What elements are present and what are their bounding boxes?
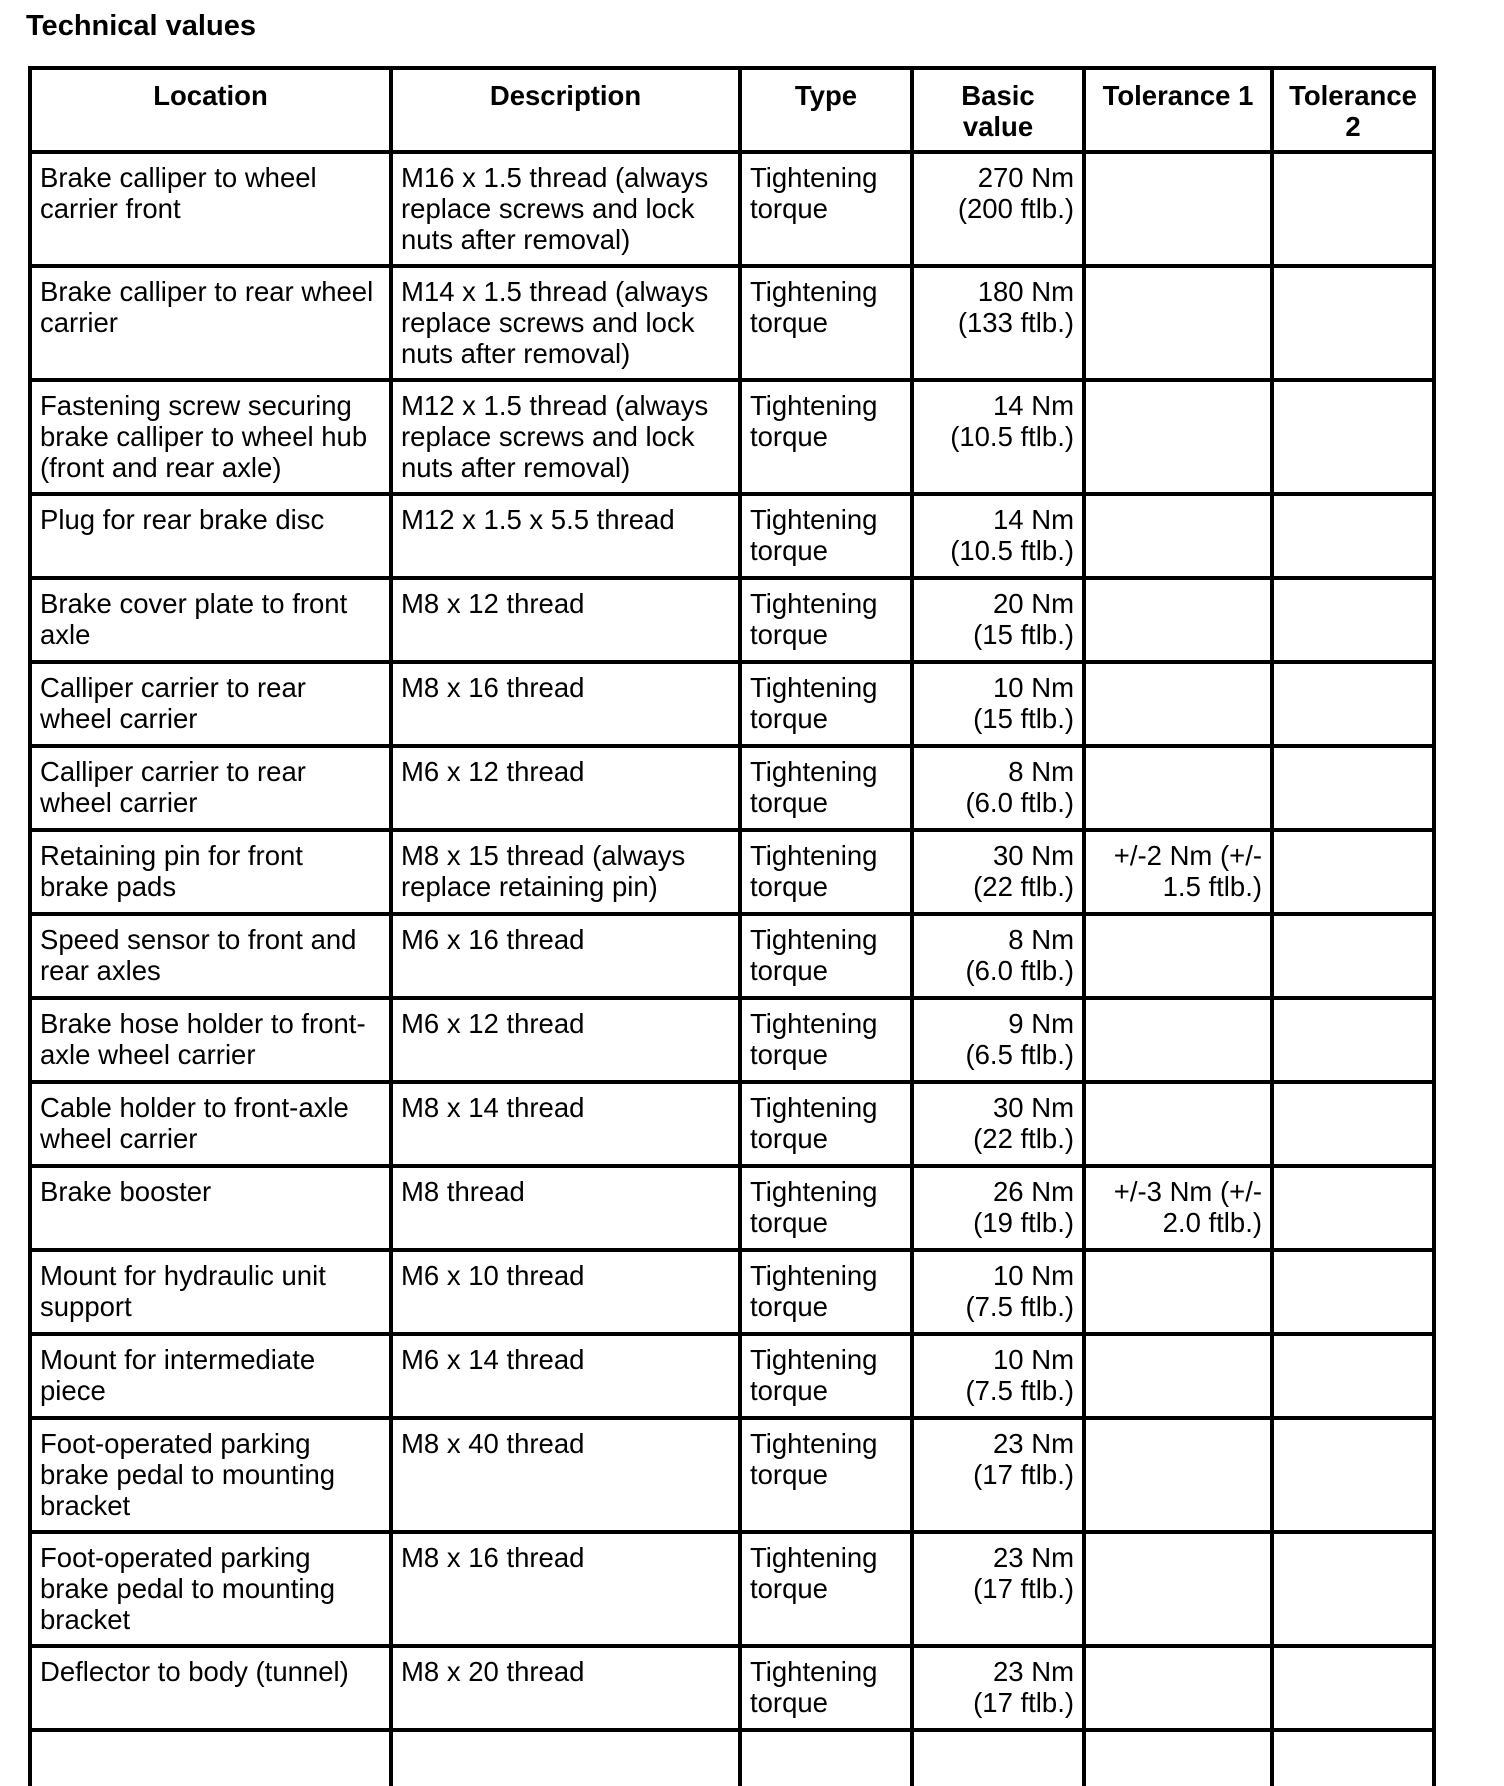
cell-basic-value-line: (22 ftlb.) [973, 871, 1074, 902]
cell-tolerance-1 [1084, 1082, 1272, 1166]
cell-type-line: torque [750, 871, 828, 902]
cell-tolerance-2 [1272, 578, 1434, 662]
cell-description-line: nuts after removal) [401, 338, 631, 369]
cell-basic-value-line: 10 Nm [993, 1260, 1074, 1291]
cell-location-line: carrier front [40, 193, 181, 224]
cell-description [391, 1250, 740, 1334]
cell-description-line: nuts after removal) [401, 452, 631, 483]
cell-tolerance-1-line: +/-3 Nm (+/- [1113, 1176, 1262, 1207]
cell-basic-value-line: 14 Nm [993, 504, 1074, 535]
cell-description-line: M6 x 12 thread [401, 756, 585, 787]
cell-basic-value-line: 8 Nm [1008, 756, 1074, 787]
cell-description-line: M8 x 16 thread [401, 1542, 585, 1573]
cell-location-line: Fastening screw securing [40, 390, 352, 421]
cell-type-line: torque [750, 1123, 828, 1154]
cell-description-line: M12 x 1.5 thread (always [401, 390, 709, 421]
table-row [30, 494, 1434, 578]
cell-basic-value-line: (17 ftlb.) [973, 1573, 1074, 1604]
cell-basic-value-line: 14 Nm [993, 390, 1074, 421]
cell-location-line: Brake booster [40, 1176, 212, 1207]
table-row [30, 1334, 1434, 1418]
cell-location-line: Speed sensor to front and [40, 924, 357, 955]
cell-type-line: torque [750, 307, 828, 338]
cell-location-line: brake pedal to mounting [40, 1459, 336, 1490]
cell-location [30, 998, 391, 1082]
cell-location-line: wheel carrier [40, 703, 198, 734]
cell-location [30, 1730, 391, 1786]
cell-basic-value-line: (15 ftlb.) [973, 619, 1074, 650]
cell-type-line: torque [750, 1207, 828, 1238]
cell-basic-value [912, 1166, 1084, 1250]
table-row [30, 1532, 1434, 1646]
cell-tolerance-1 [1084, 1646, 1272, 1730]
cell-tolerance-2 [1272, 380, 1434, 494]
cell-tolerance-2 [1272, 914, 1434, 998]
cell-location-line: support [40, 1291, 132, 1322]
cell-tolerance-2 [1272, 830, 1434, 914]
cell-tolerance-2 [1272, 998, 1434, 1082]
cell-location-line: axle wheel carrier [40, 1039, 256, 1070]
cell-description [391, 1334, 740, 1418]
cell-tolerance-1 [1084, 494, 1272, 578]
cell-location [30, 152, 391, 266]
cell-basic-value-line: 30 Nm [993, 1092, 1074, 1123]
cell-location [30, 830, 391, 914]
table-row [30, 152, 1434, 266]
cell-type-line: Tightening [750, 1176, 878, 1207]
cell-location-line: Calliper carrier to rear [40, 672, 306, 703]
cell-description-line: M6 x 16 thread [401, 924, 585, 955]
table-row [30, 266, 1434, 380]
cell-tolerance-2 [1272, 1532, 1434, 1646]
cell-type [740, 1418, 912, 1532]
cell-basic-value [912, 746, 1084, 830]
cell-type-line: Tightening [750, 1344, 878, 1375]
cell-tolerance-2 [1272, 662, 1434, 746]
cell-type [740, 1082, 912, 1166]
cell-location [30, 1250, 391, 1334]
cell-description-line: M8 thread [401, 1176, 525, 1207]
cell-type [740, 1334, 912, 1418]
cell-type [740, 1646, 912, 1730]
cell-description [391, 998, 740, 1082]
table-row [30, 578, 1434, 662]
cell-basic-value [912, 152, 1084, 266]
cell-type-line: torque [750, 1375, 828, 1406]
cell-type [740, 830, 912, 914]
cell-type-line: torque [750, 1687, 828, 1718]
cell-description [391, 746, 740, 830]
cell-basic-value-line: 9 Nm [1008, 1008, 1074, 1039]
table-body [30, 152, 1434, 1786]
cell-type [740, 998, 912, 1082]
cell-basic-value-line: 8 Nm [1008, 924, 1074, 955]
cell-tolerance-2 [1272, 1646, 1434, 1730]
cell-basic-value [912, 662, 1084, 746]
header-basic-value: Basic value [912, 68, 1084, 152]
cell-description-line: M8 x 15 thread (always [401, 840, 686, 871]
cell-description-line: replace screws and lock [401, 193, 695, 224]
cell-basic-value-line: 23 Nm [993, 1542, 1074, 1573]
table-row [30, 1250, 1434, 1334]
cell-description-line: M8 x 20 thread [401, 1656, 585, 1687]
cell-location [30, 1334, 391, 1418]
cell-type-line: Tightening [750, 756, 878, 787]
cell-tolerance-2 [1272, 1082, 1434, 1166]
cell-location-line: Foot-operated parking [40, 1428, 311, 1459]
cell-type-line: Tightening [750, 1542, 878, 1573]
header-description: Description [391, 68, 740, 152]
cell-description [391, 914, 740, 998]
cell-tolerance-2 [1272, 494, 1434, 578]
cell-tolerance-1 [1084, 1250, 1272, 1334]
cell-type-line: Tightening [750, 1428, 878, 1459]
cell-description-line: M8 x 12 thread [401, 588, 585, 619]
cell-tolerance-1 [1084, 1334, 1272, 1418]
table-row [30, 746, 1434, 830]
cell-basic-value-line: (17 ftlb.) [973, 1687, 1074, 1718]
cell-basic-value-line: 23 Nm [993, 1656, 1074, 1687]
cell-basic-value [912, 1730, 1084, 1786]
cell-tolerance-1 [1084, 1532, 1272, 1646]
cell-location-line: axle [40, 619, 91, 650]
cell-location [30, 746, 391, 830]
cell-type-line: torque [750, 703, 828, 734]
cell-description-line: replace screws and lock [401, 421, 695, 452]
cell-description [391, 578, 740, 662]
cell-description [391, 1166, 740, 1250]
cell-tolerance-2 [1272, 266, 1434, 380]
cell-location-line: Retaining pin for front [40, 840, 303, 871]
cell-basic-value-line: (6.5 ftlb.) [965, 1039, 1074, 1070]
cell-tolerance-2 [1272, 1730, 1434, 1786]
cell-location-line: Brake cover plate to front [40, 588, 348, 619]
cell-type-line: torque [750, 955, 828, 986]
cell-basic-value [912, 578, 1084, 662]
cell-basic-value [912, 914, 1084, 998]
cell-location [30, 266, 391, 380]
cell-description [391, 266, 740, 380]
cell-type-line: Tightening [750, 924, 878, 955]
cell-location [30, 494, 391, 578]
cell-location-line: bracket [40, 1490, 131, 1521]
cell-type-line: Tightening [750, 672, 878, 703]
cell-location-line: Plug for rear brake disc [40, 504, 325, 535]
cell-location-line: Brake calliper to wheel [40, 162, 317, 193]
table-row [30, 998, 1434, 1082]
cell-location-line: wheel carrier [40, 1123, 198, 1154]
cell-location [30, 1418, 391, 1532]
cell-tolerance-2 [1272, 1166, 1434, 1250]
cell-type [740, 1532, 912, 1646]
table-row [30, 830, 1434, 914]
cell-type-line: Tightening [750, 276, 878, 307]
cell-type [740, 1730, 912, 1786]
cell-description [391, 1646, 740, 1730]
cell-location [30, 380, 391, 494]
cell-location [30, 662, 391, 746]
cell-description-line: M6 x 12 thread [401, 1008, 585, 1039]
cell-description [391, 152, 740, 266]
cell-type [740, 1250, 912, 1334]
cell-location-line: piece [40, 1375, 106, 1406]
cell-location-line: Mount for hydraulic unit [40, 1260, 326, 1291]
cell-location-line: bracket [40, 1604, 131, 1635]
cell-location [30, 1166, 391, 1250]
cell-basic-value [912, 380, 1084, 494]
cell-basic-value [912, 1418, 1084, 1532]
cell-location-line: brake pads [40, 871, 177, 902]
cell-basic-value-line: (6.0 ftlb.) [965, 955, 1074, 986]
cell-description-line: M16 x 1.5 thread (always [401, 162, 709, 193]
cell-type-line: Tightening [750, 162, 878, 193]
cell-basic-value [912, 494, 1084, 578]
cell-tolerance-2 [1272, 1250, 1434, 1334]
cell-type-line: torque [750, 1573, 828, 1604]
cell-tolerance-1-line: 1.5 ftlb.) [1162, 871, 1262, 902]
cell-type-line: torque [750, 619, 828, 650]
cell-type-line: torque [750, 421, 828, 452]
cell-basic-value-line: 10 Nm [993, 672, 1074, 703]
cell-description [391, 380, 740, 494]
cell-basic-value-line: (19 ftlb.) [973, 1207, 1074, 1238]
cell-basic-value [912, 266, 1084, 380]
cell-location-line: wheel carrier [40, 787, 198, 818]
cell-basic-value [912, 1532, 1084, 1646]
cell-type-line: Tightening [750, 840, 878, 871]
cell-description-line: M6 x 10 thread [401, 1260, 585, 1291]
table-header-row [30, 68, 1434, 152]
cell-tolerance-1 [1084, 662, 1272, 746]
cell-description-line: nuts after removal) [401, 224, 631, 255]
cell-basic-value-line: 10 Nm [993, 1344, 1074, 1375]
cell-description [391, 1418, 740, 1532]
cell-tolerance-1 [1084, 152, 1272, 266]
cell-tolerance-2 [1272, 1418, 1434, 1532]
cell-tolerance-1 [1084, 830, 1272, 914]
cell-location-line: Cable holder to front-axle [40, 1092, 349, 1123]
cell-basic-value-line: (22 ftlb.) [973, 1123, 1074, 1154]
cell-tolerance-1 [1084, 1418, 1272, 1532]
cell-type [740, 914, 912, 998]
cell-type [740, 746, 912, 830]
page-title: Technical values [26, 10, 256, 42]
cell-tolerance-2 [1272, 152, 1434, 266]
cell-type [740, 380, 912, 494]
cell-location-line: Foot-operated parking [40, 1542, 311, 1573]
header-tolerance-2: Tolerance 2 [1272, 68, 1434, 152]
cell-description [391, 1730, 740, 1786]
cell-tolerance-1 [1084, 746, 1272, 830]
cell-location-line: brake calliper to wheel hub [40, 421, 368, 452]
cell-type-line: Tightening [750, 1008, 878, 1039]
cell-basic-value [912, 998, 1084, 1082]
table-row [30, 662, 1434, 746]
cell-location-line: rear axles [40, 955, 161, 986]
cell-type-line: torque [750, 1039, 828, 1070]
cell-basic-value [912, 1334, 1084, 1418]
cell-tolerance-1 [1084, 1730, 1272, 1786]
cell-type-line: torque [750, 787, 828, 818]
cell-basic-value-line: 180 Nm [977, 276, 1074, 307]
cell-description-line: M8 x 40 thread [401, 1428, 585, 1459]
cell-basic-value-line: (6.0 ftlb.) [965, 787, 1074, 818]
cell-basic-value-line: 270 Nm [977, 162, 1074, 193]
cell-location-line: (front and rear axle) [40, 452, 282, 483]
cell-type-line: torque [750, 1459, 828, 1490]
table-row [30, 380, 1434, 494]
cell-tolerance-2 [1272, 1334, 1434, 1418]
cell-description [391, 830, 740, 914]
table-row [30, 1646, 1434, 1730]
cell-location-line: Mount for intermediate [40, 1344, 316, 1375]
cell-location-line: Deflector to body (tunnel) [40, 1656, 349, 1687]
cell-basic-value [912, 1646, 1084, 1730]
header-location: Location [30, 68, 391, 152]
cell-description-line: M14 x 1.5 thread (always [401, 276, 709, 307]
cell-location-line: carrier [40, 307, 118, 338]
cell-description-line: M6 x 14 thread [401, 1344, 585, 1375]
table-row [30, 1418, 1434, 1532]
cell-tolerance-1 [1084, 380, 1272, 494]
cell-basic-value-line: (17 ftlb.) [973, 1459, 1074, 1490]
cell-type-line: Tightening [750, 1092, 878, 1123]
cell-type-line: torque [750, 193, 828, 224]
cell-location [30, 578, 391, 662]
cell-location-line: Calliper carrier to rear [40, 756, 306, 787]
cell-basic-value [912, 1082, 1084, 1166]
cell-description [391, 1082, 740, 1166]
cell-tolerance-1-line: 2.0 ftlb.) [1162, 1207, 1262, 1238]
table-row-empty [30, 1730, 1434, 1786]
cell-description [391, 662, 740, 746]
cell-type-line: torque [750, 1291, 828, 1322]
cell-description [391, 1532, 740, 1646]
cell-type [740, 662, 912, 746]
cell-type [740, 494, 912, 578]
cell-tolerance-2 [1272, 746, 1434, 830]
cell-location-line: Brake hose holder to front- [40, 1008, 366, 1039]
cell-description-line: replace screws and lock [401, 307, 695, 338]
cell-location [30, 1082, 391, 1166]
cell-description-line: replace retaining pin) [401, 871, 658, 902]
header-tolerance-1: Tolerance 1 [1084, 68, 1272, 152]
cell-type-line: Tightening [750, 588, 878, 619]
cell-description-line: M8 x 16 thread [401, 672, 585, 703]
cell-tolerance-1 [1084, 266, 1272, 380]
table-row [30, 1166, 1434, 1250]
cell-basic-value-line: (15 ftlb.) [973, 703, 1074, 734]
cell-basic-value-line: (10.5 ftlb.) [950, 535, 1074, 566]
cell-basic-value-line: (7.5 ftlb.) [965, 1375, 1074, 1406]
cell-tolerance-1 [1084, 998, 1272, 1082]
cell-basic-value-line: 20 Nm [993, 588, 1074, 619]
cell-location [30, 1646, 391, 1730]
table-row [30, 1082, 1434, 1166]
cell-basic-value-line: 26 Nm [993, 1176, 1074, 1207]
cell-type-line: Tightening [750, 1260, 878, 1291]
cell-tolerance-1 [1084, 578, 1272, 662]
cell-basic-value-line: (7.5 ftlb.) [965, 1291, 1074, 1322]
cell-tolerance-1 [1084, 914, 1272, 998]
cell-description-line: M12 x 1.5 x 5.5 thread [401, 504, 675, 535]
cell-type [740, 1166, 912, 1250]
cell-type-line: Tightening [750, 504, 878, 535]
cell-tolerance-1 [1084, 1166, 1272, 1250]
cell-location-line: Brake calliper to rear wheel [40, 276, 374, 307]
cell-basic-value [912, 830, 1084, 914]
cell-type [740, 578, 912, 662]
cell-description-line: M8 x 14 thread [401, 1092, 585, 1123]
cell-basic-value [912, 1250, 1084, 1334]
cell-tolerance-1-line: +/-2 Nm (+/- [1113, 840, 1262, 871]
cell-location [30, 914, 391, 998]
cell-location [30, 1532, 391, 1646]
cell-type [740, 266, 912, 380]
cell-basic-value-line: 23 Nm [993, 1428, 1074, 1459]
technical-values-table [28, 66, 1436, 1786]
cell-type-line: torque [750, 535, 828, 566]
cell-basic-value-line: (10.5 ftlb.) [950, 421, 1074, 452]
table-row [30, 914, 1434, 998]
cell-type [740, 152, 912, 266]
cell-type-line: Tightening [750, 1656, 878, 1687]
cell-description [391, 494, 740, 578]
cell-basic-value-line: 30 Nm [993, 840, 1074, 871]
cell-type-line: Tightening [750, 390, 878, 421]
cell-location-line: brake pedal to mounting [40, 1573, 336, 1604]
cell-basic-value-line: (200 ftlb.) [957, 193, 1074, 224]
cell-basic-value-line: (133 ftlb.) [957, 307, 1074, 338]
header-type: Type [740, 68, 912, 152]
